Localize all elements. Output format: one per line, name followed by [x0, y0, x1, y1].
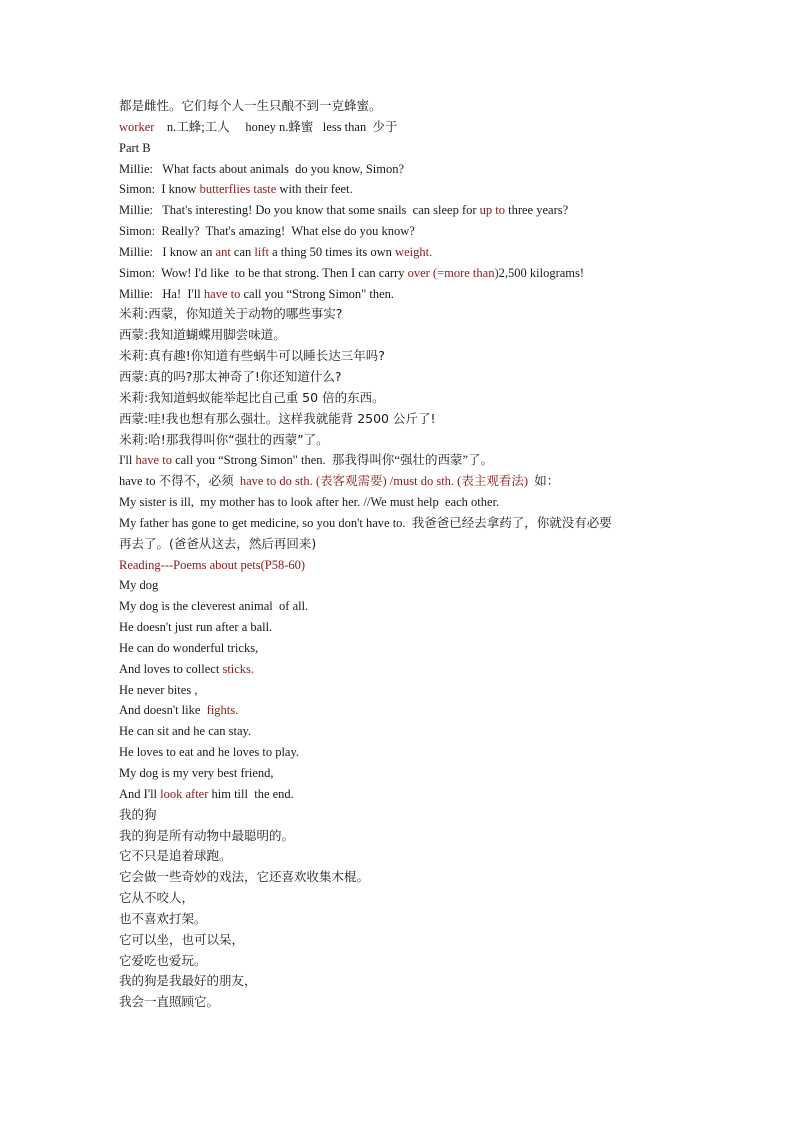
- text-run: My dog: [119, 578, 159, 593]
- text-run: My dog is the cleverest animal of all.: [119, 599, 309, 614]
- text-line: [119, 409, 679, 430]
- text-run: He never bites ,: [119, 682, 198, 697]
- text-line: [119, 138, 679, 159]
- highlighted-term: have to: [203, 286, 241, 301]
- text-line: [119, 492, 679, 513]
- text-line: [119, 200, 679, 221]
- highlighted-term: Reading---Poems about pets(P58-60): [119, 557, 306, 572]
- highlighted-term: up to: [479, 203, 505, 218]
- text-run: He can sit and he can stay.: [119, 724, 252, 739]
- text-run: And loves to collect: [119, 661, 223, 676]
- text-run: 我会一直照顾它。: [119, 994, 220, 1010]
- text-line: [119, 680, 679, 701]
- text-run: a thing 50 times its own: [269, 244, 396, 259]
- text-line: [119, 721, 679, 742]
- text-run: Millie: That's interesting! Do you know that some snails can sleep for: [119, 203, 480, 218]
- highlighted-term: butterflies: [199, 182, 251, 197]
- text-line: [119, 325, 679, 346]
- highlighted-term: over (=more than): [407, 265, 499, 280]
- text-run: 再去了。(爸爸从这去，然后再回来): [119, 535, 317, 551]
- text-run: n.工蜂;工人 honey n.蜂蜜 less than 少于: [154, 119, 398, 134]
- text-run: 2,500 kilograms!: [498, 265, 585, 280]
- text-run: My dog is my very best friend,: [119, 766, 274, 780]
- text-run: Millie: I know an: [119, 244, 216, 259]
- text-run: My father has gone to get medicine, so you don't have to. 我爸爸已经去拿药了，你就没有必要: [119, 515, 612, 530]
- text-run: 如：: [528, 474, 560, 489]
- text-line: [119, 555, 679, 576]
- text-line: [119, 179, 679, 200]
- text-line: [119, 596, 679, 617]
- text-run: And I'll: [119, 786, 161, 801]
- text-run: 我的狗是我最好的朋友，: [119, 973, 257, 989]
- highlighted-term: sticks.: [222, 661, 255, 676]
- text-line: [119, 159, 679, 180]
- text-run: 它可以坐，也可以呆，: [119, 931, 245, 947]
- text-line: [119, 284, 679, 305]
- text-run: He can do wonderful tricks,: [119, 640, 259, 655]
- text-run: 西蒙:哇!我也想有那么强壮。这样我就能背 2500 公斤了!: [119, 410, 436, 426]
- text-run: And doesn't like: [119, 703, 207, 718]
- text-line: [119, 805, 679, 826]
- text-line: [119, 430, 679, 451]
- text-run: My sister is ill, my mother has to look after her. //We must help each other.: [119, 495, 500, 510]
- text-line: [119, 992, 679, 1013]
- text-run: 西蒙:真的吗?那太神奇了!你还知道什么?: [119, 368, 342, 384]
- highlighted-term: ant: [215, 244, 231, 259]
- highlighted-term: lift: [254, 244, 269, 259]
- document-page: [119, 96, 679, 1013]
- highlighted-term: have to do sth. (表客观需要) /must do sth. (表主观看法): [239, 474, 529, 489]
- text-run: 我的狗: [119, 806, 157, 822]
- text-run: He doesn't just run after a ball.: [119, 620, 273, 635]
- text-run: 米莉:我知道蚂蚁能举起比自己重 50 倍的东西。: [119, 389, 385, 405]
- text-run: 米莉:哈!那我得叫你“强壮的西蒙”了。: [119, 431, 329, 447]
- highlighted-term: have to: [135, 453, 172, 468]
- text-run: 它从不咬人，: [119, 890, 195, 906]
- text-run: 西蒙:我知道蝴蝶用脚尝味道。: [119, 327, 286, 343]
- text-run: Simon: Wow! I'd like to be that strong. Then I can carry: [119, 265, 408, 280]
- text-line: [119, 471, 679, 492]
- text-run: Simon: Really? That's amazing! What else do you know?: [119, 224, 415, 239]
- text-run: Simon: I know: [119, 182, 200, 197]
- highlighted-term: worker: [119, 119, 155, 134]
- text-line: [119, 700, 679, 721]
- text-run: have to 不得不，必须: [119, 474, 240, 489]
- text-run: can: [230, 244, 255, 259]
- text-run: with their feet.: [276, 182, 353, 197]
- text-line: [119, 763, 679, 784]
- text-line: [119, 450, 679, 471]
- text-run: three years?: [505, 203, 569, 218]
- highlighted-term: look after: [160, 786, 209, 801]
- text-line: [119, 346, 679, 367]
- highlighted-term: fights.: [206, 703, 239, 718]
- text-line: [119, 846, 679, 867]
- text-run: 米莉:真有趣!你知道有些蜗牛可以睡长达三年吗?: [119, 348, 385, 364]
- text-line: [119, 96, 679, 117]
- text-line: [119, 388, 679, 409]
- text-run: call you “Strong Simon" then.: [240, 286, 395, 301]
- text-line: [119, 971, 679, 992]
- text-line: [119, 617, 679, 638]
- text-line: [119, 513, 679, 534]
- text-line: [119, 117, 679, 138]
- text-run: Millie: What facts about animals do you know, Simon?: [119, 161, 405, 176]
- text-line: [119, 263, 679, 284]
- text-run: him till the end.: [208, 786, 294, 801]
- text-line: [119, 638, 679, 659]
- text-line: [119, 909, 679, 930]
- text-line: [119, 242, 679, 263]
- text-line: [119, 304, 679, 325]
- text-run: 它会做一些奇妙的戏法，它还喜欢收集木棍。: [119, 869, 370, 885]
- text-run: 都是雌性。它们每个人一生只酿不到一克蜂蜜。: [119, 98, 382, 113]
- text-run: 我的狗是所有动物中最聪明的。: [119, 827, 295, 843]
- text-line: [119, 367, 679, 388]
- text-line: [119, 659, 679, 680]
- text-run: 也不喜欢打架。: [119, 910, 207, 926]
- text-line: [119, 575, 679, 596]
- text-line: [119, 826, 679, 847]
- text-run: Part B: [119, 140, 151, 155]
- text-run: I'll: [119, 453, 136, 468]
- text-run: He loves to eat and he loves to play.: [119, 745, 300, 760]
- text-run: Millie: Ha! I'll: [119, 286, 204, 301]
- highlighted-term: taste: [253, 182, 277, 197]
- text-run: 米莉:西蒙，你知道关于动物的哪些事实?: [119, 306, 343, 322]
- text-line: [119, 534, 679, 555]
- text-line: [119, 784, 679, 805]
- text-run: 它不只是追着球跑。: [119, 848, 232, 864]
- text-line: [119, 742, 679, 763]
- text-line: [119, 951, 679, 972]
- text-run: call you “Strong Simon" then. 那我得叫你“强壮的西蒙”了。: [171, 453, 493, 468]
- text-line: [119, 867, 679, 888]
- text-run: 它爱吃也爱玩。: [119, 952, 207, 968]
- text-line: [119, 888, 679, 909]
- text-line: [119, 930, 679, 951]
- highlighted-term: weight.: [395, 244, 433, 259]
- text-line: [119, 221, 679, 242]
